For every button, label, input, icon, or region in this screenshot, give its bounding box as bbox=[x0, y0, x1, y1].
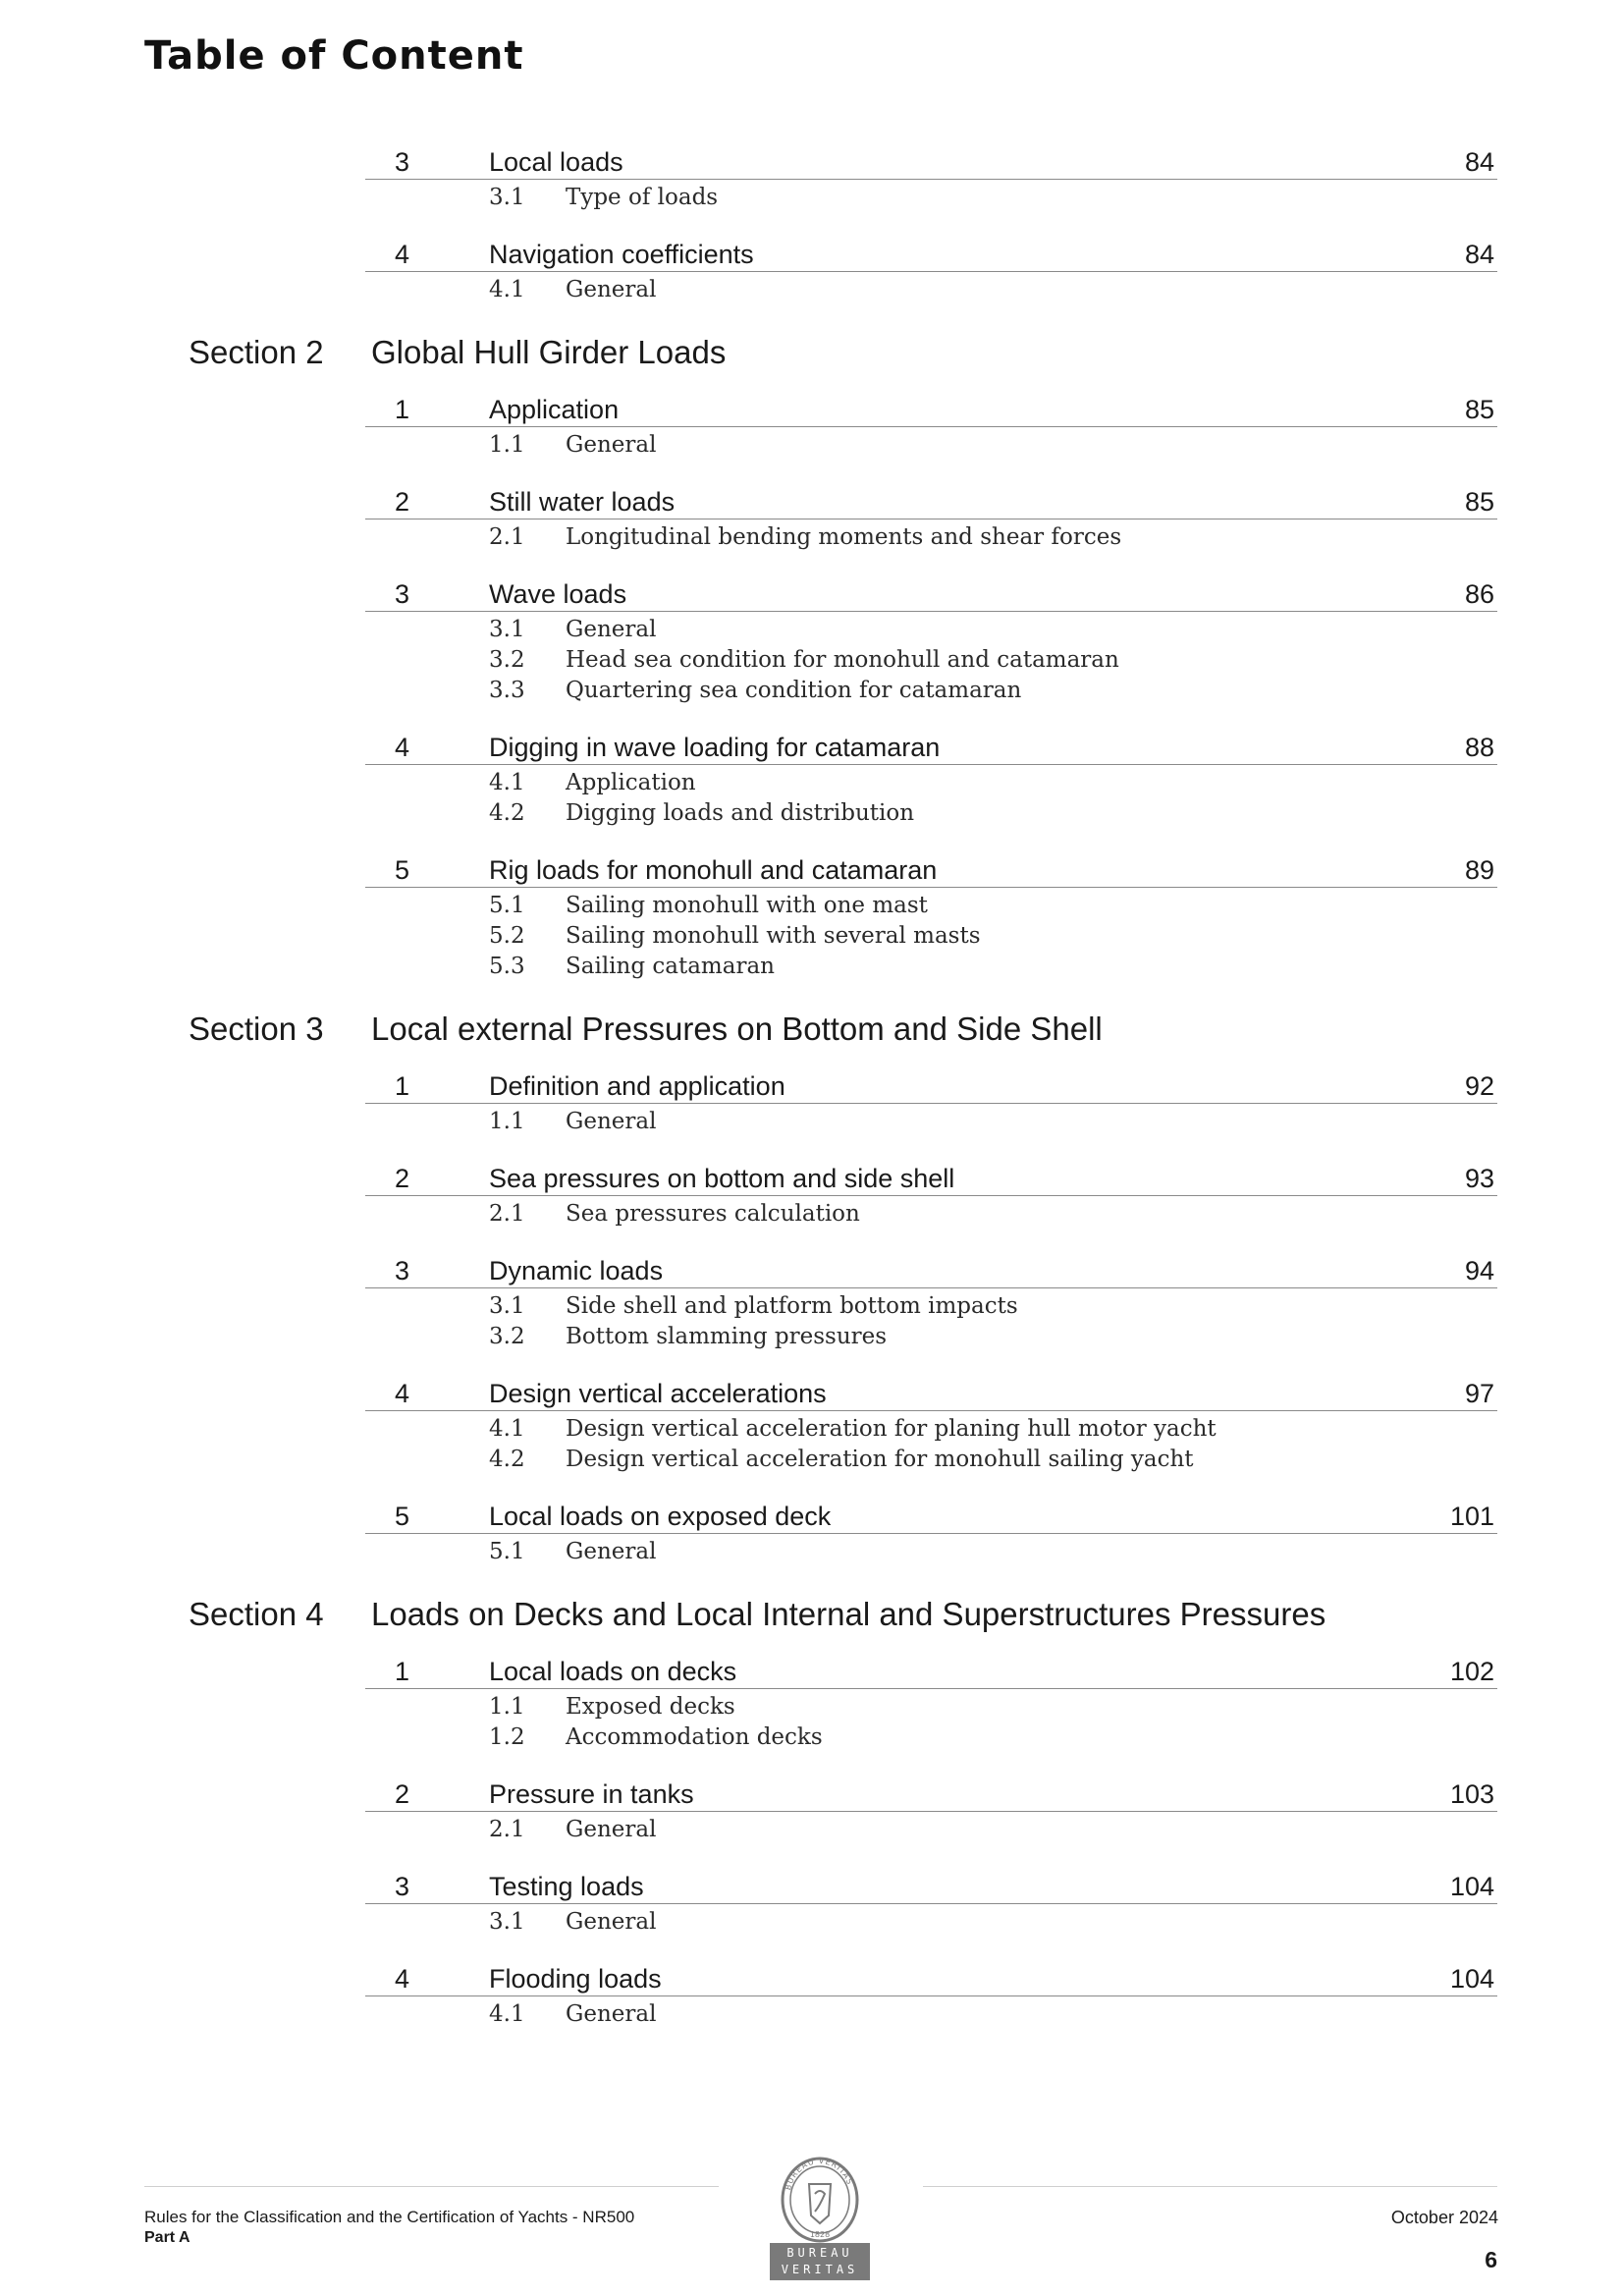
subsection-number: 4.2 bbox=[489, 800, 525, 826]
subsection-number: 3.2 bbox=[489, 647, 525, 673]
article-number: 1 bbox=[395, 1657, 410, 1686]
article-number: 3 bbox=[395, 1256, 410, 1285]
subsection-title: General bbox=[566, 277, 657, 302]
subsection-title: Bottom slamming pressures bbox=[566, 1324, 888, 1349]
article-title: Sea pressures on bottom and side shell bbox=[489, 1164, 955, 1193]
toc-article-row[interactable] bbox=[365, 136, 1497, 180]
toc-subsection-item[interactable] bbox=[0, 185, 1623, 215]
toc-article-row[interactable] bbox=[365, 1060, 1497, 1104]
toc-subsection-item[interactable] bbox=[0, 2001, 1623, 2032]
subsection-title: General bbox=[566, 2001, 657, 2027]
subsection-number: 4.1 bbox=[489, 770, 525, 795]
section-title: Global Hull Girder Loads bbox=[371, 334, 727, 370]
article-number: 2 bbox=[395, 1779, 410, 1809]
subsection-title: General bbox=[566, 1109, 657, 1134]
toc-subsection-list bbox=[0, 427, 1623, 475]
toc-subsection-list bbox=[0, 1812, 1623, 1860]
subsection-title: Design vertical acceleration for monohull sailing yacht bbox=[566, 1447, 1194, 1472]
article-number: 1 bbox=[395, 1071, 410, 1101]
toc-subsection-list bbox=[0, 888, 1623, 997]
article-page: 104 bbox=[1449, 1872, 1494, 1901]
toc-subsection-list bbox=[0, 1996, 1623, 2045]
toc-subsection-item[interactable] bbox=[0, 954, 1623, 984]
toc-subsection-item[interactable] bbox=[0, 432, 1623, 463]
toc-article-row[interactable] bbox=[365, 844, 1497, 888]
article-page: 86 bbox=[1464, 579, 1494, 609]
section-title: Local external Pressures on Bottom and Side Shell bbox=[371, 1011, 1103, 1047]
toc-subsection-list bbox=[0, 765, 1623, 844]
subsection-number: 4.2 bbox=[489, 1447, 525, 1472]
article-page: 94 bbox=[1464, 1256, 1494, 1285]
subsection-title: Digging loads and distribution bbox=[566, 800, 915, 826]
article-title: Local loads bbox=[489, 147, 623, 177]
toc-subsection-item[interactable] bbox=[0, 1909, 1623, 1940]
subsection-number: 1.1 bbox=[489, 1109, 525, 1134]
article-title: Wave loads bbox=[489, 579, 627, 609]
subsection-number: 2.1 bbox=[489, 1201, 525, 1227]
footer-divider-right bbox=[923, 2186, 1497, 2187]
subsection-title: Type of loads bbox=[566, 185, 719, 210]
subsection-number: 3.1 bbox=[489, 617, 525, 642]
toc-article-row[interactable] bbox=[365, 1860, 1497, 1904]
footer-part: Part A bbox=[144, 2229, 190, 2246]
article-page: 85 bbox=[1464, 395, 1494, 424]
subsection-title: Exposed decks bbox=[566, 1694, 735, 1720]
subsection-number: 1.1 bbox=[489, 1694, 525, 1720]
subsection-number: 5.1 bbox=[489, 893, 525, 918]
article-page: 102 bbox=[1449, 1657, 1494, 1686]
subsection-number: 5.1 bbox=[489, 1539, 525, 1564]
article-title: Testing loads bbox=[489, 1872, 644, 1901]
subsection-number: 3.3 bbox=[489, 678, 525, 703]
article-page: 104 bbox=[1449, 1964, 1494, 1994]
toc-article-row[interactable] bbox=[365, 721, 1497, 765]
subsection-title: General bbox=[566, 432, 657, 458]
toc-subsection-list bbox=[0, 272, 1623, 320]
article-title: Rig loads for monohull and catamaran bbox=[489, 855, 938, 885]
article-page: 84 bbox=[1464, 147, 1494, 177]
section-label: Section 2 bbox=[189, 334, 324, 370]
page-number: 6 bbox=[1485, 2247, 1497, 2272]
toc-subsection-item[interactable] bbox=[0, 524, 1623, 555]
subsection-number: 5.3 bbox=[489, 954, 525, 979]
subsection-title: Longitudinal bending moments and shear forces bbox=[566, 524, 1122, 550]
article-title: Design vertical accelerations bbox=[489, 1379, 827, 1408]
toc-subsection-list bbox=[0, 1411, 1623, 1490]
toc-subsection-item[interactable] bbox=[0, 1447, 1623, 1477]
article-title: Digging in wave loading for catamaran bbox=[489, 733, 941, 762]
article-number: 5 bbox=[395, 855, 410, 885]
section-heading bbox=[0, 320, 1623, 383]
article-number: 4 bbox=[395, 733, 410, 762]
toc-subsection-list bbox=[0, 612, 1623, 721]
toc-subsection-item[interactable] bbox=[0, 1293, 1623, 1324]
logo-line-1: BUREAU bbox=[786, 2246, 853, 2260]
toc-article-row[interactable] bbox=[365, 1645, 1497, 1689]
article-page: 89 bbox=[1464, 855, 1494, 885]
section-label: Section 4 bbox=[189, 1596, 324, 1632]
article-title: Application bbox=[489, 395, 620, 424]
subsection-number: 4.1 bbox=[489, 277, 525, 302]
subsection-title: General bbox=[566, 1817, 657, 1842]
toc-subsection-list bbox=[0, 1288, 1623, 1367]
toc-subsection-item[interactable] bbox=[0, 1109, 1623, 1139]
subsection-number: 3.2 bbox=[489, 1324, 525, 1349]
subsection-number: 4.1 bbox=[489, 2001, 525, 2027]
section-label: Section 3 bbox=[189, 1011, 324, 1047]
section-heading bbox=[0, 997, 1623, 1060]
toc-article-row[interactable] bbox=[365, 1152, 1497, 1196]
table-of-contents bbox=[0, 136, 1623, 2045]
toc-subsection-item[interactable] bbox=[0, 770, 1623, 800]
logo-line-2: VERITAS bbox=[781, 2263, 859, 2276]
toc-subsection-list bbox=[0, 1904, 1623, 1952]
toc-article-row[interactable] bbox=[365, 383, 1497, 427]
article-title: Definition and application bbox=[489, 1071, 785, 1101]
bureau-veritas-logo bbox=[770, 2155, 870, 2282]
subsection-title: Sea pressures calculation bbox=[566, 1201, 860, 1227]
article-number: 3 bbox=[395, 1872, 410, 1901]
toc-subsection-item[interactable] bbox=[0, 678, 1623, 708]
subsection-title: Side shell and platform bottom impacts bbox=[566, 1293, 1018, 1319]
footer-document-title: Rules for the Classification and the Certification of Yachts - NR500 bbox=[144, 2208, 635, 2226]
toc-article-row[interactable] bbox=[365, 228, 1497, 272]
footer-divider-left bbox=[144, 2186, 719, 2187]
toc-subsection-list bbox=[0, 1689, 1623, 1768]
toc-article-row[interactable] bbox=[365, 475, 1497, 519]
article-number: 1 bbox=[395, 395, 410, 424]
toc-subsection-item[interactable] bbox=[0, 893, 1623, 923]
article-page: 101 bbox=[1449, 1502, 1494, 1531]
article-page: 92 bbox=[1464, 1071, 1494, 1101]
toc-subsection-item[interactable] bbox=[0, 1817, 1623, 1847]
toc-subsection-list bbox=[0, 1104, 1623, 1152]
toc-subsection-list bbox=[0, 180, 1623, 228]
toc-subsection-item[interactable] bbox=[0, 1539, 1623, 1569]
subsection-title: Sailing monohull with several masts bbox=[566, 923, 981, 949]
subsection-title: Quartering sea condition for catamaran bbox=[566, 678, 1022, 703]
toc-subsection-item[interactable] bbox=[0, 277, 1623, 307]
article-number: 4 bbox=[395, 1379, 410, 1408]
logo-year: 1828 bbox=[809, 2230, 831, 2239]
toc-article-row[interactable] bbox=[365, 1768, 1497, 1812]
article-title: Still water loads bbox=[489, 487, 676, 517]
subsection-number: 4.1 bbox=[489, 1416, 525, 1442]
article-page: 103 bbox=[1449, 1779, 1494, 1809]
toc-subsection-list bbox=[0, 1196, 1623, 1244]
article-number: 4 bbox=[395, 1964, 410, 1994]
subsection-title: Accommodation decks bbox=[566, 1724, 823, 1750]
article-title: Pressure in tanks bbox=[489, 1779, 694, 1809]
subsection-number: 5.2 bbox=[489, 923, 525, 949]
article-page: 97 bbox=[1464, 1379, 1494, 1408]
article-number: 2 bbox=[395, 1164, 410, 1193]
article-title: Flooding loads bbox=[489, 1964, 662, 1994]
logo-ring-text: BUREAU VERITAS bbox=[783, 2156, 855, 2192]
toc-article-row[interactable] bbox=[365, 1490, 1497, 1534]
article-number: 4 bbox=[395, 240, 410, 269]
toc-subsection-item[interactable] bbox=[0, 1324, 1623, 1354]
article-page: 85 bbox=[1464, 487, 1494, 517]
article-number: 2 bbox=[395, 487, 410, 517]
subsection-number: 3.1 bbox=[489, 1293, 525, 1319]
subsection-title: General bbox=[566, 1539, 657, 1564]
toc-subsection-list bbox=[0, 519, 1623, 568]
subsection-title: General bbox=[566, 617, 657, 642]
subsection-number: 2.1 bbox=[489, 524, 525, 550]
subsection-title: General bbox=[566, 1909, 657, 1935]
article-number: 3 bbox=[395, 147, 410, 177]
toc-subsection-list bbox=[0, 1534, 1623, 1582]
toc-subsection-item[interactable] bbox=[0, 1201, 1623, 1231]
subsection-number: 3.1 bbox=[489, 185, 525, 210]
toc-subsection-item[interactable] bbox=[0, 1724, 1623, 1755]
toc-article-row[interactable] bbox=[365, 1367, 1497, 1411]
article-page: 93 bbox=[1464, 1164, 1494, 1193]
article-title: Navigation coefficients bbox=[489, 240, 754, 269]
article-title: Local loads on exposed deck bbox=[489, 1502, 832, 1531]
subsection-title: Head sea condition for monohull and catamaran bbox=[566, 647, 1119, 673]
toc-subsection-item[interactable] bbox=[0, 1416, 1623, 1447]
subsection-number: 2.1 bbox=[489, 1817, 525, 1842]
article-number: 3 bbox=[395, 579, 410, 609]
toc-subsection-item[interactable] bbox=[0, 617, 1623, 647]
toc-article-row[interactable] bbox=[365, 568, 1497, 612]
logo-wordmark bbox=[770, 2243, 870, 2280]
subsection-title: Sailing catamaran bbox=[566, 954, 775, 979]
subsection-number: 1.1 bbox=[489, 432, 525, 458]
toc-article-row[interactable] bbox=[365, 1244, 1497, 1288]
page-title: Table of Content bbox=[144, 33, 524, 79]
logo-seal-icon bbox=[770, 2155, 870, 2243]
article-number: 5 bbox=[395, 1502, 410, 1531]
section-heading bbox=[0, 1582, 1623, 1645]
subsection-title: Application bbox=[566, 770, 696, 795]
subsection-title: Design vertical acceleration for planing hull motor yacht bbox=[566, 1416, 1217, 1442]
toc-subsection-item[interactable] bbox=[0, 800, 1623, 831]
article-page: 84 bbox=[1464, 240, 1494, 269]
article-title: Dynamic loads bbox=[489, 1256, 664, 1285]
toc-subsection-item[interactable] bbox=[0, 1694, 1623, 1724]
article-title: Local loads on decks bbox=[489, 1657, 737, 1686]
subsection-number: 1.2 bbox=[489, 1724, 525, 1750]
toc-subsection-item[interactable] bbox=[0, 923, 1623, 954]
toc-article-row[interactable] bbox=[365, 1952, 1497, 1996]
section-title: Loads on Decks and Local Internal and Superstructures Pressures bbox=[371, 1596, 1326, 1632]
article-page: 88 bbox=[1464, 733, 1494, 762]
footer-date: October 2024 bbox=[1390, 2208, 1498, 2227]
subsection-title: Sailing monohull with one mast bbox=[566, 893, 928, 918]
toc-subsection-item[interactable] bbox=[0, 647, 1623, 678]
subsection-number: 3.1 bbox=[489, 1909, 525, 1935]
